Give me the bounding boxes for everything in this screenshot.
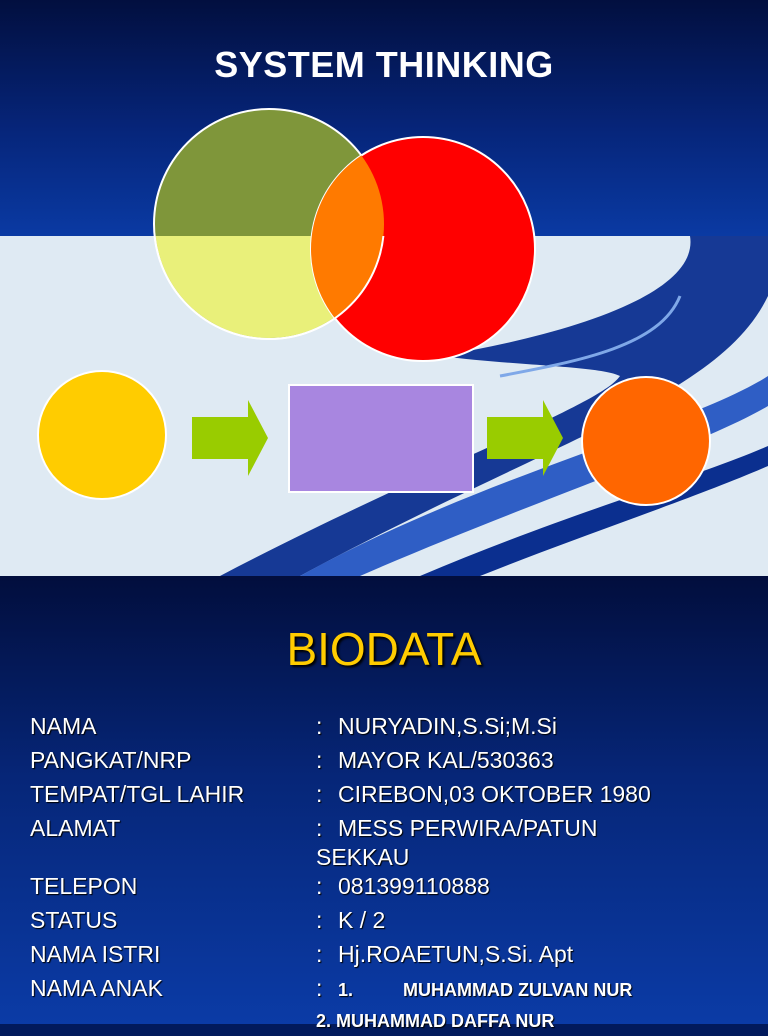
right-arrow-icon [192,400,268,476]
right-arrow-icon [487,400,563,476]
biodata-row-ttl: TEMPAT/TGL LAHIR : CIREBON,03 OKTOBER 1980 [30,781,651,807]
slide-title: SYSTEM THINKING [214,44,554,85]
input-yellow-circle [38,371,166,499]
row-value-line2: 2. MUHAMMAD DAFFA NUR [316,1011,555,1031]
row-label: PANGKAT/NRP [30,747,192,773]
row-label: NAMA ISTRI [30,941,161,967]
row-label: NAMA ANAK [30,975,163,1001]
row-label: ALAMAT [30,815,121,841]
biodata-row-pangkat: PANGKAT/NRP : MAYOR KAL/530363 [30,747,554,773]
row-value: 1. MUHAMMAD ZULVAN NUR [338,980,633,1000]
biodata-row-telepon: TELEPON : 081399110888 [30,873,490,899]
row-label: STATUS [30,907,118,933]
row-value: MAYOR KAL/530363 [338,747,554,773]
biodata-row-status: STATUS : K / 2 [30,907,386,933]
biodata-row-anak: NAMA ANAK : 1. MUHAMMAD ZULVAN NUR 2. MUHAMMAD DAFFA NUR [30,975,633,1031]
row-label: TELEPON [30,873,138,899]
row-value: Hj.ROAETUN,S.Si. Apt [338,941,574,967]
biodata-row-nama: NAMA : NURYADIN,S.Si;M.Si [30,713,557,739]
row-value-line2: SEKKAU [316,844,410,870]
row-value: MESS PERWIRA/PATUN [338,815,598,841]
output-orange-circle [582,377,710,505]
biodata-list [30,712,750,1036]
biodata-row-istri: NAMA ISTRI : Hj.ROAETUN,S.Si. Apt [30,941,574,967]
row-value: CIREBON,03 OKTOBER 1980 [338,781,651,807]
row-value: NURYADIN,S.Si;M.Si [338,713,557,739]
biodata-title: BIODATA [286,623,482,675]
row-value: 081399110888 [338,873,490,899]
biodata-row-alamat: ALAMAT : MESS PERWIRA/PATUN SEKKAU [30,815,598,870]
process-box [289,385,473,492]
row-label: NAMA [30,713,97,739]
venn-diagram [154,109,535,361]
row-value: K / 2 [338,907,386,933]
row-label: TEMPAT/TGL LAHIR [30,781,245,807]
